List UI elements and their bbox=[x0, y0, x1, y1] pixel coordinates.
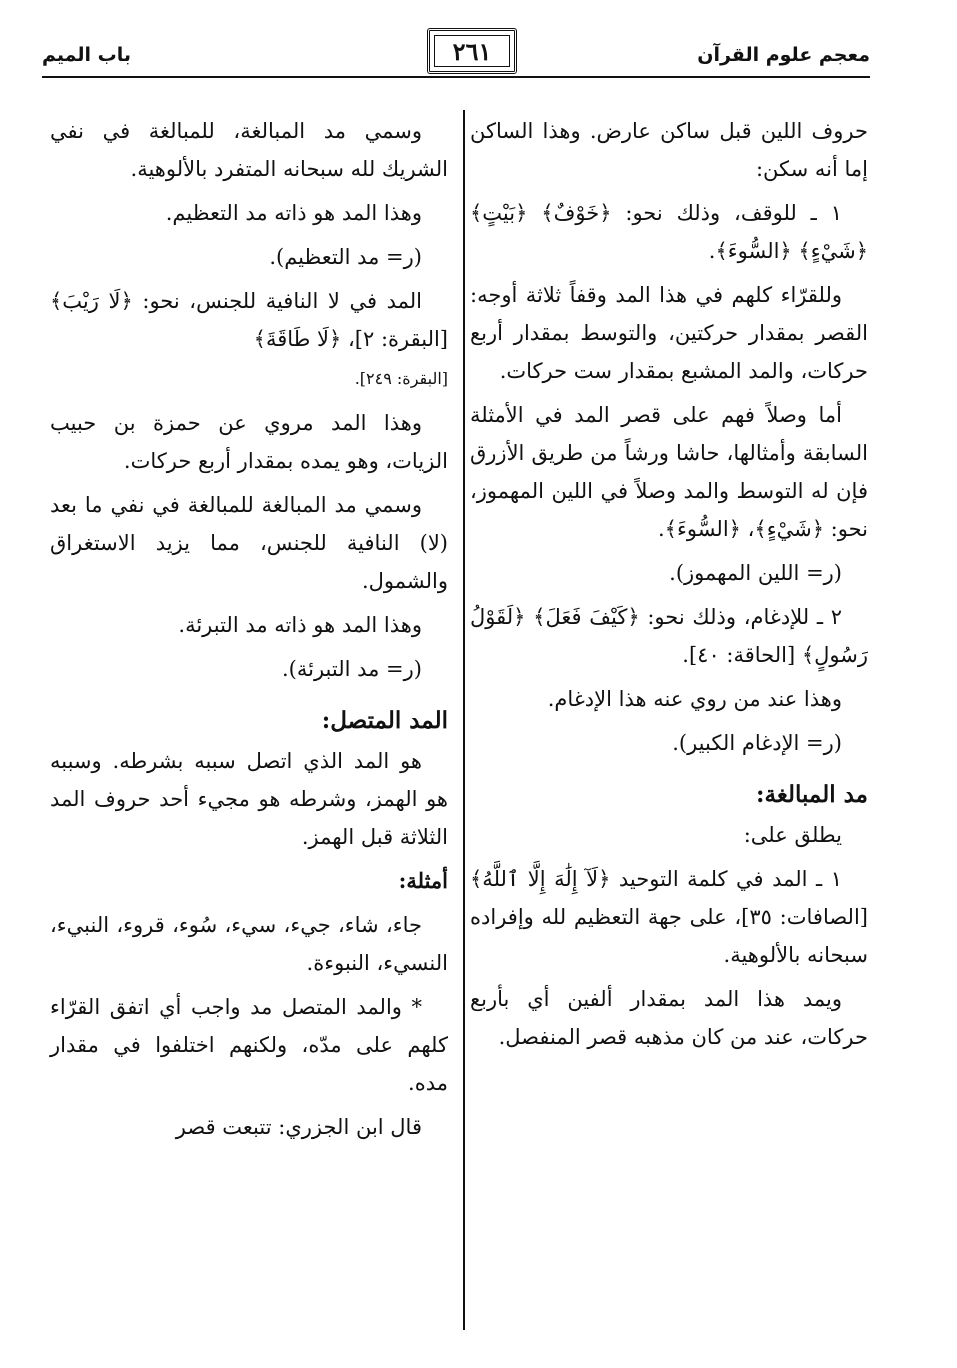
paragraph: ١ ـ المد في كلمة التوحيد ﴿لَآ إِلَٰهَ إِلَّا ٱللَّهُ﴾ [الصافات: ٣٥]، على جهة التعظيم لله وإفراده سبحانه بالألوهية. bbox=[470, 867, 868, 967]
cross-reference: (ر= مد التبرئة). bbox=[281, 657, 422, 681]
paragraph: وهذا المد مروي عن حمزة بن حبيب الزيات، وهو يمده بمقدار أربع حركات. bbox=[50, 411, 448, 473]
page-number-box bbox=[427, 28, 517, 74]
column-divider bbox=[463, 110, 465, 1330]
paragraph: وسمي مد المبالغة، للمبالغة في نفي الشريك لله سبحانه المتفرد بالألوهية. bbox=[50, 119, 448, 181]
paragraph: وللقرّاء كلهم في هذا المد وقفاً ثلاثة أوجه: القصر بمقدار حركتين، والتوسط بمقدار أربع حركات، والمد المشبع بمقدار ست حركات. bbox=[470, 283, 868, 383]
paragraph: وهذا عند من روي عنه هذا الإدغام. bbox=[547, 687, 842, 711]
paragraph: ١ ـ للوقف، وذلك نحو: ﴿خَوْفٌ﴾ ﴿بَيْتٍ﴾ ﴿شَيْءٍ﴾ ﴿السُّوءَ﴾. bbox=[470, 201, 868, 263]
paragraph: حروف اللين قبل ساكن عارض. وهذا الساكن إما أنه سكن: bbox=[470, 119, 868, 181]
paragraph: وهذا المد هو ذاته مد التبرئة. bbox=[178, 613, 422, 637]
section-heading: مد المبالغة: bbox=[756, 781, 868, 808]
paragraph: ٢ ـ للإدغام، وذلك نحو: ﴿كَيْفَ فَعَلَ﴾ ﴿لَقَوْلُ رَسُولٍ﴾ [الحاقة: ٤٠]. bbox=[470, 605, 868, 667]
paragraph: أما وصلاً فهم على قصر المد في الأمثلة السابقة وأمثالها، حاشا ورشاً من طريق الأزرق فإن له التوسط والمد وصلاً في اللين المهموز، نحو: ﴿شَيْءٍ﴾، ﴿السُّوءَ﴾. bbox=[470, 403, 868, 541]
paragraph: وسمي مد المبالغة للمبالغة في نفي ما بعد (لا) النافية للجنس، مما يزيد الاستغراق والشمول. bbox=[50, 493, 448, 593]
book-title: معجم علوم القرآن bbox=[697, 44, 870, 66]
paragraph-text: المد في لا النافية للجنس، نحو: ﴿لَا رَيْبَ﴾ [البقرة: ٢]، ﴿لَا طَاقَةَ﴾ bbox=[50, 289, 448, 351]
chapter-title: باب الميم bbox=[42, 44, 132, 66]
paragraph: هو المد الذي اتصل سببه بشرطه. وسببه هو الهمز، وشرطه هو مجيء أحد حروف المد الثلاثة قبل الهمز. bbox=[50, 749, 448, 849]
paragraph: * والمد المتصل مد واجب أي اتفق القرّاء كلهم على مدّه، ولكنهم اختلفوا في مقدار مده. bbox=[50, 995, 448, 1095]
page-number: ٢٦١ bbox=[452, 36, 492, 66]
header-rule bbox=[42, 76, 870, 78]
paragraph: جاء، شاء، جيء، سيء، سُوء، قروء، النبيء، النسيء، النبوءة. bbox=[50, 913, 448, 975]
right-column bbox=[470, 112, 868, 1062]
page-header bbox=[42, 28, 870, 88]
verse-reference: [البقرة: ٢٤٩]. bbox=[354, 369, 448, 388]
left-column bbox=[50, 112, 448, 1152]
paragraph: يطلق على: bbox=[743, 823, 842, 847]
paragraph: قال ابن الجزري: تتبعت قصر bbox=[175, 1115, 422, 1139]
section-heading: المد المتصل: bbox=[321, 707, 448, 734]
cross-reference: (ر= الإدغام الكبير). bbox=[672, 731, 842, 755]
paragraph: ويمد هذا المد بمقدار ألفين أي بأربع حركات، عند من كان مذهبه قصر المنفصل. bbox=[470, 987, 868, 1049]
cross-reference: (ر= اللين المهموز). bbox=[669, 561, 842, 585]
cross-reference: (ر= مد التعظيم). bbox=[269, 245, 422, 269]
paragraph bbox=[50, 282, 448, 398]
examples-label: أمثلة: bbox=[398, 868, 448, 893]
paragraph: وهذا المد هو ذاته مد التعظيم. bbox=[165, 201, 422, 225]
